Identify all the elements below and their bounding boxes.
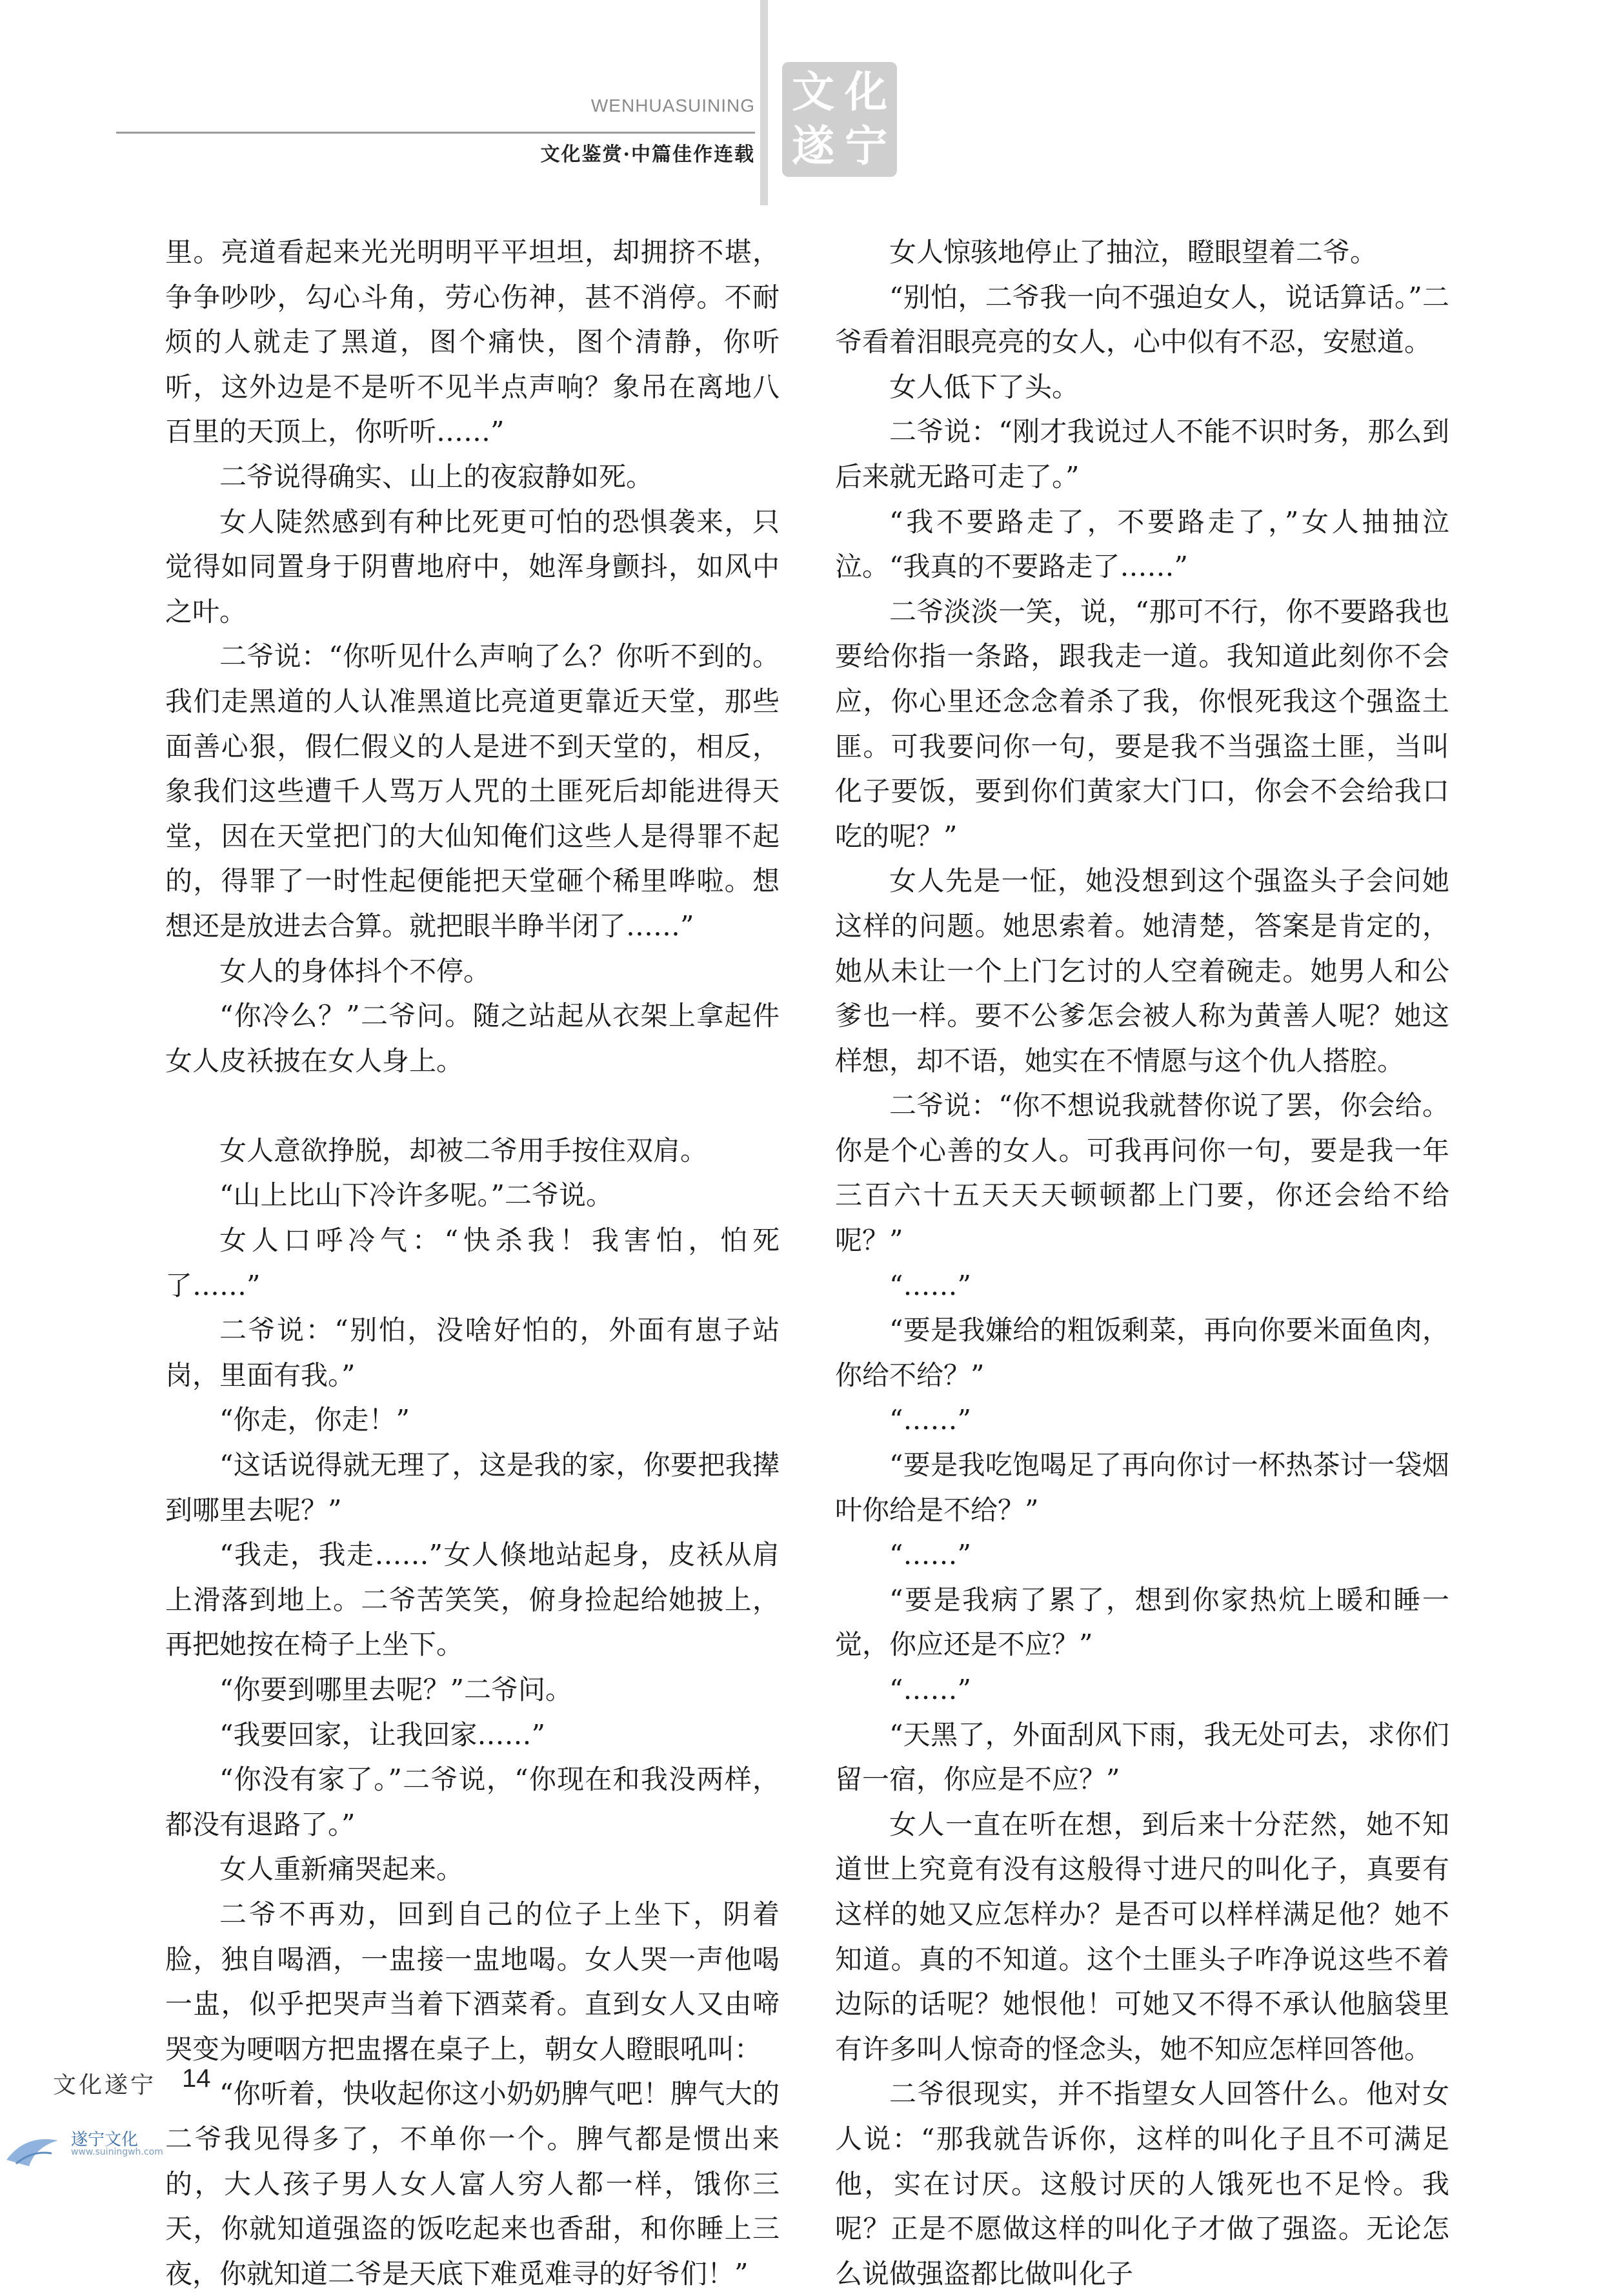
header-english-title: WENHUASUINING: [590, 96, 755, 116]
paragraph: “这话说得就无理了，这是我的家，你要把我撵到哪里去呢？”: [165, 1449, 780, 1526]
paragraph: “你冷么？”二爷问。随之站起从衣架上拿起件女人皮袄披在女人身上。: [165, 1000, 780, 1077]
watermark-logo: [0, 2121, 174, 2173]
paragraph: 二爷说：“你不想说我就替你说了罢，你会给。你是个心善的女人。可我再问你一句，要是我一年三百六十五天天天顿顿都上门要，你还会给不给呢？”: [835, 1090, 1449, 1257]
paragraph: “你走，你走！”: [219, 1404, 410, 1436]
paragraph: “我走，我走……”女人倏地站起身，皮袄从肩上滑落到地上。二爷苦笑笑，俯身捡起给她披上，再把她按在椅子上坐下。: [165, 1539, 780, 1661]
header-divider: [116, 132, 755, 134]
paragraph: 女人惊骇地停止了抽泣，瞪眼望着二爷。: [889, 236, 1378, 268]
seal-char: 宁: [845, 121, 887, 171]
paragraph: 里。亮道看起来光光明明平平坦坦，却拥挤不堪，争争吵吵，勾心斗角，劳心伤神，甚不消停。不耐烦的人就走了黑道，图个痛快，图个清静，你听听，这外边是不是听不见半点声响？象吊在离地八百里的天顶上，你听听……”: [165, 236, 780, 448]
paragraph: “别怕，二爷我一向不强迫女人，说话算话。”二爷看着泪眼亮亮的女人，心中似有不忍，安慰道。: [835, 281, 1449, 358]
paragraph: 女人先是一怔，她没想到这个强盗头子会问她这样的问题。她思索着。她清楚，答案是肯定的，她从未让一个上门乞讨的人空着碗走。她男人和公爹也一样。要不公爹怎会被人称为黄善人呢？她这样想，却不语，她实在不情愿与这个仇人搭腔。: [835, 865, 1449, 1077]
header-section-title: 文化鉴赏·中篇佳作连载: [540, 143, 755, 166]
magazine-seal-logo: [782, 62, 897, 177]
bird-logo-icon: [0, 2121, 65, 2173]
paragraph: “我不要路走了，不要路走了，”女人抽抽泣泣。“我真的不要路走了……”: [835, 505, 1449, 583]
right-text-column: [835, 230, 1449, 2296]
paragraph: “我要回家，让我回家……”: [219, 1718, 545, 1751]
paragraph: “要是我病了累了，想到你家热炕上暖和睡一觉，你应还是不应？”: [835, 1583, 1449, 1661]
paragraph: 女人意欲挣脱，却被二爷用手按住双肩。: [219, 1134, 708, 1166]
header-vertical-rule: [760, 0, 768, 205]
paragraph: “……”: [889, 1539, 971, 1571]
paragraph: 二爷说：“你听见什么声响了么？你听不到的。我们走黑道的人认准黑道比亮道更靠近天堂，那些面善心狠，假仁假义的人是进不到天堂的，相反，象我们这些遭千人骂万人咒的土匪死后却能进得天堂，因在天堂把门的大仙知俺们这些人是得罪不起的，得罪了一时性起便能把天堂砸个稀里哗啦。想想还是放进去合算。就把眼半睁半闭了……”: [165, 640, 780, 942]
seal-char: 化: [845, 66, 887, 117]
paragraph: “你没有家了。”二爷说，“你现在和我没两样，都没有退路了。”: [165, 1763, 780, 1840]
seal-char: 遂: [792, 121, 834, 171]
paragraph: “要是我嫌给的粗饭剩菜，再向你要米面鱼肉，你给不给？”: [835, 1314, 1449, 1391]
paragraph: “天黑了，外面刮风下雨，我无处可去，求你们留一宿，你应是不应？”: [835, 1718, 1449, 1796]
paragraph: 二爷不再劝，回到自己的位子上坐下，阴着脸，独自喝酒，一盅接一盅地喝。女人哭一声他喝一盅，似乎把哭声当着下酒菜肴。直到女人又由啼哭变为哽咽方把盅撂在桌子上，朝女人瞪眼吼叫：: [165, 1898, 780, 2065]
paragraph: 女人的身体抖个不停。: [219, 955, 491, 987]
paragraph: 二爷很现实，并不指望女人回答什么。他对女人说：“那我就告诉你，这样的叫化子且不可满足他，实在讨厌。这般讨厌的人饿死也不足怜。我呢？正是不愿做这样的叫化子才做了强盗。无论怎么说做强盗都比做叫化子: [835, 2078, 1449, 2290]
paragraph: 女人陡然感到有种比死更可怕的恐惧袭来，只觉得如同置身于阴曹地府中，她浑身颤抖，如风中之叶。: [165, 505, 780, 627]
page-number: 14: [182, 2064, 211, 2093]
paragraph: 女人重新痛哭起来。: [219, 1853, 464, 1885]
watermark-text: 遂宁文化: [71, 2130, 139, 2149]
paragraph: “……”: [889, 1269, 971, 1301]
watermark-url: www.suiningwh.com: [71, 2147, 163, 2157]
paragraph: 女人口呼冷气：“快杀我！我害怕，怕死了……”: [165, 1224, 780, 1301]
paragraph: “你要到哪里去呢？”二爷问。: [219, 1674, 572, 1705]
paragraph: 二爷淡淡一笑，说，“那可不行，你不要路我也要给你指一条路，跟我走一道。我知道此刻你不会应，你心里还念念着杀了我，你恨死我这个强盗土匪。可我要问你一句，要是我不当强盗土匪，当叫化子要饭，要到你们黄家大门口，你会不会给我口吃的呢？”: [835, 595, 1449, 852]
paragraph: “要是我吃饱喝足了再向你讨一杯热茶讨一袋烟叶你给是不给？”: [835, 1449, 1449, 1526]
paragraph: 二爷说得确实、山上的夜寂静如死。: [219, 460, 654, 493]
footer-magazine-name: 文化遂宁: [53, 2072, 157, 2098]
paragraph: “山上比山下冷许多呢。”二爷说。: [219, 1179, 613, 1212]
left-text-column: [165, 230, 780, 2296]
paragraph: “你听着，快收起你这小奶奶脾气吧！脾气大的二爷我见得多了，不单你一个。脾气都是惯出来的，大人孩子男人女人富人穷人都一样，饿你三天，你就知道强盗的饭吃起来也香甜，和你睡上三夜，你就知道二爷是天底下难觅难寻的好爷们！”: [165, 2078, 780, 2290]
paragraph: 二爷说：“别怕，没啥好怕的，外面有崽子站岗，里面有我。”: [165, 1314, 780, 1391]
seal-char: 文: [792, 66, 834, 117]
paragraph: 二爷说：“刚才我说过人不能不识时务，那么到后来就无路可走了。”: [835, 416, 1449, 493]
paragraph: “……”: [889, 1674, 971, 1705]
paragraph: 女人低下了头。: [889, 371, 1080, 403]
paragraph: 女人一直在听在想，到后来十分茫然，她不知道世上究竟有没有这般得寸进尺的叫化子，真要有这样的她又应怎样办？是否可以样样满足他？她不知道。真的不知道。这个土匪头子咋净说这些不着边际的话呢？她恨他！可她又不得不承认他脑袋里有许多叫人惊奇的怪念头，她不知应怎样回答他。: [835, 1808, 1449, 2065]
paragraph: “……”: [889, 1404, 971, 1436]
